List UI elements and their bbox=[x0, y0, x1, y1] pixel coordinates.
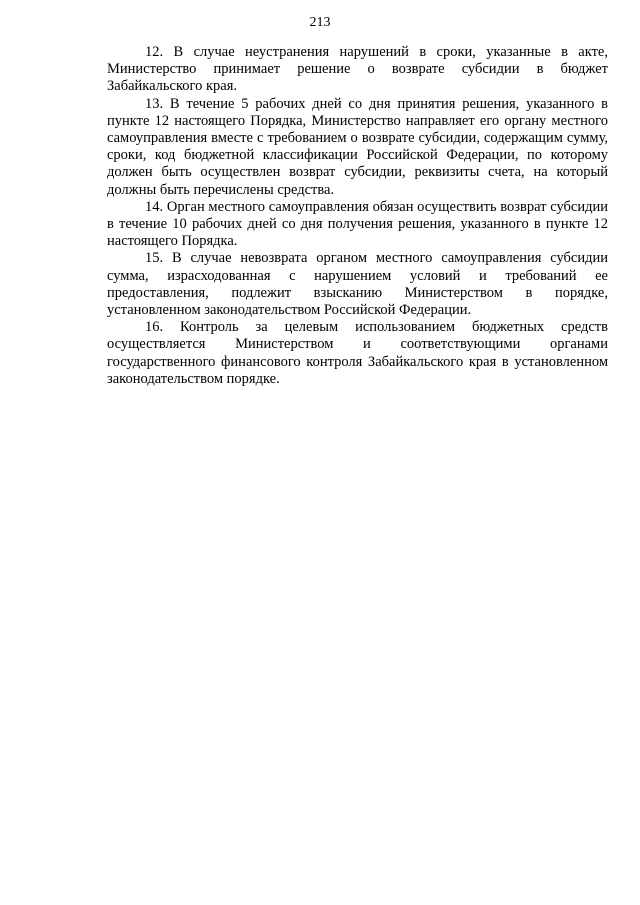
paragraph-13: 13. В течение 5 рабочих дней со дня принятия решения, указанного в пункте 12 настоящего Порядка, Министерство направляет его органу местного самоуправления вместе с требованием о возврате субсидии, содержащим сумму, сроки, код бюджетной классификации Российской Федерации, по которому должен быть осуществлен возврат субсидии, реквизиты счета, на который должны быть перечислены средства. bbox=[107, 95, 608, 198]
paragraph-14: 14. Орган местного самоуправления обязан осуществить возврат субсидии в течение 10 рабочих дней со дня получения решения, указанного в пункте 12 настоящего Порядка. bbox=[107, 198, 608, 250]
document-body bbox=[107, 44, 608, 388]
paragraph-16: 16. Контроль за целевым использованием бюджетных средств осуществляется Министерством и соответствующими органами государственного финансового контроля Забайкальского края в установленном законодательством порядке. bbox=[107, 319, 608, 387]
paragraph-12: 12. В случае неустранения нарушений в сроки, указанные в акте, Министерство принимает решение о возврате субсидии в бюджет Забайкальского края. bbox=[107, 44, 608, 95]
page-number: 213 bbox=[309, 15, 331, 30]
paragraph-15: 15. В случае невозврата органом местного самоуправления субсидии сумма, израсходованная с нарушением условий и требований ее предоставления, подлежит взысканию Министерством в порядке, установленном законодательством Российской Федерации. bbox=[107, 250, 608, 319]
